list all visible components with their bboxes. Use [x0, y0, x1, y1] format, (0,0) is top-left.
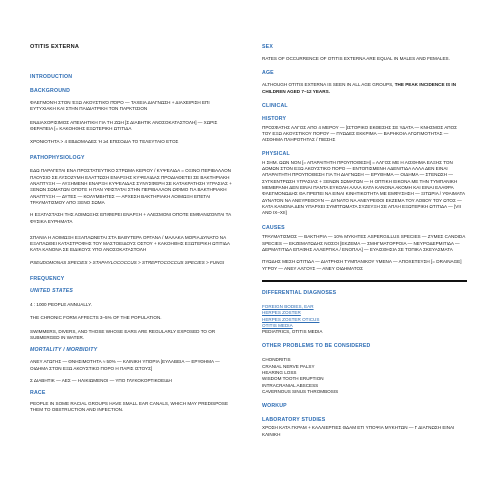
- heading-workup: WORKUP: [262, 403, 287, 410]
- differential-link-foreign-bodies[interactable]: FOREIGN BODIES, EAR: [262, 303, 314, 309]
- page-title: OTITIS EXTERNA: [30, 44, 80, 50]
- frequency-paragraph-2: THE CHRONIC FORM AFFECTS 3–5% OF THE POPULATION.: [30, 315, 162, 321]
- heading-pathophysiology: PATHOPHYSIOLOGY: [30, 155, 85, 162]
- frequency-paragraph-1: 4 : 1000 PEOPLE ANNUALLY.: [30, 302, 92, 308]
- age-text: ALTHOUGH OTITIS EXTERNA IS SEEN IN ALL AGE GROUPS,: [262, 82, 394, 88]
- background-paragraph-2: ΕΝΔΙΑΧΟΡΙΣΙΜΟΣ ΑΠΕΙΛΗΤΙΚΗ ΓΙΑ ΤΗ ΖΩΗ [Σ ΔΙΑΒΗΤΙΚ ΑΝΟΣΟΚΑΤΑΣΤΟΛΗ] — ΧΩΡΙΣ ΘΕΡΑΠΕΙΑ [= ΚΑΚΟΗΘΗΣ ΕΞΩΤΕΡΙΚΗ ΩΤΙΤΙΔΑ: [30, 119, 218, 131]
- other-problem-item: CHONDRITIS: [262, 357, 291, 363]
- age-paragraph: [262, 82, 467, 95]
- other-problems-list: [262, 357, 467, 395]
- background-paragraph-3: ΧΡΟΝΙΟΤΗΤΑ > 4 ΕΒΔΟΜΑΔΕΣ Ή ≥4 ΕΠΙΣΟΔΙΑ ΤΟ ΤΕΛΕΥΤΑΙΟ ΕΤΟΣ: [30, 139, 179, 145]
- heading-other-problems: OTHER PROBLEMS TO BE CONSIDERED: [262, 343, 371, 350]
- causes-paragraph-1: ΤΡΑΥΜΑΤΙΣΜΟΣ — ΒΑΚΤΗΡΙΑ — 10% ΜΥΚΗΤΕΣ ASPERGILLUS SPECIES — ΖΥΜΕΣ CANDIDA SPECIES — ΕΚΖΕΜΑΤΩΔΗΣ ΝΟΣΟΙ [ΕΚΖΕΜΑ — ΣΜΗΓΜΑΤΟΡΡΟΙΑ — ΝΕΥΡΟΔΕΡΜΙΤΙΔΑ — ΔΕΡΜΑΤΙΤΙΔΑ ΕΠΑΦΗΣ ΑΛΛΕΡΓΙΚΑ / ΕΝΟΠΛΑ] — ΕΥΑΙΣΘΗΣΙΑ ΣΕ ΤΟΠΙΚΑ ΣΚΕΥΑΣΜΑΤΑ: [262, 234, 466, 253]
- heading-united-states: UNITED STATES: [30, 288, 74, 295]
- causes-paragraph-2: ΠΥΩΔΗΣ ΜΕΣΗ ΩΤΙΤΙΔΑ — ΔΙΑΤΡΗΣΗ ΤΥΜΠΑΝΙΚΟΥ ΥΜΕΝΑ — ΑΠΟΧΕΤΕΥΣΗ [= DRAINAGE] ΥΓΡΟΥ — ΑΝΕΥ ΑΛΓΟΥΣ — ΑΝΕΥ ΟΙΔΗΜΑΤΟΣ: [262, 259, 462, 271]
- mortality-paragraph-1: ΑΝΕΥ ΑΓΩΓΗΣ — ΘΝΗΣΙΜΟΤΗΤΑ ≈ 50% — ΚΛΙΝΙΚΗ ΥΠΟΡΙΑ [ΕΥΛΑΒΕΙΑ — ΕΡΥΘΗΜΑ — ΟΙΔΗΜΑ ΣΤΟΝ ΕΞΩ ΑΚΟΥΣΤΙΚΟ ΠΟΡΟ Η ΠΑΡΙΣ ΙΣΤΟΥΣ]: [30, 359, 220, 371]
- differential-item-pediatrics-otitis-media: PEDIATRICS, OTITIS MEDIA: [262, 329, 323, 335]
- other-problem-item: CRANIAL NERVE PALSY: [262, 363, 315, 369]
- differential-link-otitis-media[interactable]: OTITIS MEDIA: [262, 322, 293, 328]
- heading-mortality: MORTALITY / MORBIDITY: [30, 347, 98, 354]
- differential-links-list: [262, 304, 467, 329]
- differential-link-herpes-zoster[interactable]: HERPES ZOSTER: [262, 310, 301, 316]
- other-problem-item: WISDOM TOOTH ERUPTION: [262, 376, 324, 382]
- differential-link-herpes-zoster-oticus[interactable]: HERPES ZOSTER OTICUS: [262, 316, 320, 322]
- age-peak-incidence: THE PEAK INCIDENCE IS IN CHILDREN AGED 7–12 YEARS.: [262, 82, 457, 94]
- laboratory-paragraph: ΧΡΟΣΗ ΚΑΤΑ ΓΚΡΑΜ + ΚΑΛΛΙΕΡΓΙΕΣ ΘΔΑΜ ΕΤΙ ΥΠΟΨΙΑ ΜΥΚΗΤΩΝ — Γ ΔΙΑΓΝΩΣΗ ΕΙΝΑΙ ΚΛΙΝΙΚΗ: [262, 425, 455, 437]
- pathophysiology-paragraph-1: ΕΔΩ ΠΑΡΑΓΕΤΑΙ ΕΝΑ ΠΡΟΣΤΑΤΕΥΤΙΚΟ ΣΤΡΩΜΑ ΚΕΡΙΟΥ / ΚΥΨΕΛΙΔΑ = ΟΞΙΝΟ ΠΕΡΙΒΑΛΛΟΝ ΠΛΟΥΣΙΟ ΣΕ ΛΥΣΟΖΥΜΗ ΕΛΑΤΤΩΣΗ ΕΝΑΡΞΗΣ ΚΥΨΕΛΙΔΑΣ ΠΡΟΔΙΑΘΕΤΕΙ ΣΕ ΒΑΚΤΗΡΙΑΚΗ ΑΝΑΠΤΥΞΗ — ΑΥΞΗΜΕΝΗ ΕΝΑΡΞΗ ΚΥΨΕΛΙΔΑΣ ΣΥΝΥΣΦΕΡΗ ΣΕ ΚΑΤΑΚΡΑΤΗΣΗ ΥΓΡΑΣΙΑΣ + ΞΕΝΩΝ ΣΩΜΑΤΩΝ ΟΠΟΤΕ Η ΠΑΝ ΥΦΙΣΤΑΤΑΙ ΣΤΗΝ ΠΕΡΙΒΑΛΛΟΝ ΩΦΙΜΟ ΓΙΑ ΒΑΚΤΗΡΙΑΚΗ ΑΝΑΠΤΥΞΗ — ΔΥΤΕΣ — ΚΟΛΥΜΒΗΤΕΣ — ΑΡΧΕΣΗ ΒΑΚΤΗΡΙΑΚΗ ΛΟΙΜΩΞΗ ΕΠΕΤΑΙ ΤΡΑΥΜΑΤΙΣΜΟΥ ΑΠΟ ΞΕΝΟ ΣΩΜΑ: [30, 168, 232, 205]
- heading-causes: CAUSES: [262, 225, 285, 232]
- pathophysiology-organisms: PSEUDOMONAS SPECIES > STAPHYLOCOCCUS > STREPTOCOCCUS SPECIES > FUNGI: [30, 259, 225, 265]
- heading-background: BACKGROUND: [30, 88, 71, 94]
- pathophysiology-paragraph-2: Η ΕΞΑΤΑΣΤΑΣΗ ΤΗΣ ΛΟΙΜΩΞΗΣ ΕΠΙΦΕΡΕΙ ΕΝΑΡΞΗ + ΑΛΕΣΜΟΝΙ ΟΠΟΤΕ ΕΜΦΑΝΙΖΟΝΤΑΙ ΤΑ ΦΥΣΙΚΑ ΕΥΡΗΜΑΤΑ: [30, 212, 231, 224]
- other-problem-item: INTRACRANIAL ABSCESS: [262, 382, 319, 388]
- heading-frequency: FREQUENCY: [30, 276, 65, 283]
- other-problem-item: HEARING LOSS: [262, 370, 297, 376]
- pathophysiology-paragraph-3: ΣΠΑΝΙΑ Η ΛΟΙΜΩΞΗ ΕΞΑΠΛΩΝΕΤΑΙ ΣΤΑ ΒΑΘΥΤΕΡΑ ΟΡΓΑΝΑ / ΜΑΛΑΚΑ ΜΟΡΙΑ ΔΥΝΑΤΟ ΝΑ ΕΞΑΠΛΩΘΕΙ ΚΑΤΑΣΤΡΟΦΗΣ ΤΟΥ ΜΑΣΤΟΕΙΔΟΥΣ ΟΣΤΟΥ + ΚΑΚΟΗΘΗΣ ΕΞΩΤΕΡΙΚΗ ΩΤΙΤΙΔΑ ΚΑΤΑ ΚΑΝΟΝΑ ΣΕ ΕΙΔΙΚΟΥΣ ΥΠΟ ΑΝΟΣΟΚΑΤΑΣΤΟΛΗ: [30, 234, 230, 253]
- sex-paragraph: RATES OF OCCURRENCE OF OTITIS EXTERNA ARE EQUAL IN MALES AND FEMALES.: [262, 56, 450, 61]
- right-column: [262, 44, 467, 438]
- race-paragraph: PEOPLE IN SOME RACIAL GROUPS HAVE SMALL EAR CANALS, WHICH MAY PREDISPOSE THEM TO OBSTRUCTION AND INFECTION.: [30, 401, 229, 413]
- left-column: [30, 44, 235, 414]
- background-paragraph-1: ΦΛΕΓΜΟΝΉ ΣΤΟΝ ΈΞΩ ΑΚΟΥΣΤΙΚΌ ΠΌΡΟ — ΤΑΧΕΙΑ ΔΙΑΓΝΩΣΗ + ΔΙΑΧΕΙΡΙΣΗ ΕΠΙ ΕΥΤΥΧΙΑΚΗ ΚΑΙ ΣΤΗΝ ΠΑΙΔΙΑΤΡΙΚΗ ΤΟΝ ΠΑΡΚΤΙΣΙΟΝ: [30, 100, 210, 112]
- other-problem-item: CAVERNOUS SINUS THROMBOSIS: [262, 388, 339, 394]
- heading-laboratory-studies: LABORATORY STUDIES: [262, 417, 326, 424]
- history-paragraph: ΠΡΟΣΦΑΤΗΣ ΑΛΓΟΣ ΑΠΟ 4 ΜΕΡΟΥ — [ΙΣΤΟΡΙΚΟ ΕΚΘΕΣΗΣ ΣΕ ΥΔΑΤΑ — ΚΝΗΣΜΟΣ ΑΠΟΣ ΤΟΥ ΕΞΩ ΑΚΟΥΣΤΙΚΟΥ ΠΟΡΟΥ — ΠΥΩΔΕΣ ΕΚΚΡΙΜΑ — ΒΑΡΗΚΟΙΑ ΑΓΩΓΙΜΟΤΗΤΑΣ — ΑΙΣΘΗΜΑ ΠΛΗΡΟΤΗΤΑΣ / ΠΙΕΣΗΣ: [262, 124, 458, 143]
- physical-paragraph: Η ΣΗΜ. ΩΩΝ ΝΟΝ [= ΑΠΑΡΑΙΤΗΤΗ ΠΡΟΥΠΟΘΕΣΗ] = ΑΛΓΟΣ ΜΕ Η ΑΙΣΘΗΜΑ ΕΛΞΗΣ ΤΟΝ ΔΟΜΩΝ ΣΤΟΝ ΕΞΩ ΑΚΟΥΣΤΙΚΟ ΠΟΡΟ — ΕΝΤΟΠΙΣΜΕΝΗ ΑΔΕΝΙΤΙΔΑ ΑΛΛΑ ΔΕΝ ΕΙΝΑΙ ΑΠΑΡΑΙΤΗΤΗ ΠΡΟΥΠΟΘΕΣΗ ΓΙΑ ΤΗ ΔΙΑΓΝΩΣΗ — ΕΡΥΘΗΜΑ — ΟΙΔΗΜΑ — ΣΤΕΝΩΣΗ — ΣΥΓΚΕΝΤΡΩΣΗ ΥΓΡΑΣΙΑΣ + ΞΕΝΩΝ ΣΩΜΑΤΩΝ — Η ΟΠΤΙΚΗ ΕΙΚΟΝΑ ΜΕ ΤΗΝ ΤΥΜΠΑΝΙΚΗ ΜΕΜΒΡΑΝΗ ΔΕΝ ΕΙΝΑΙ ΠΑΝΤΑ ΕΥΚΟΛΗ ΑΛΛΑ ΚΑΤΑ ΚΑΝΟΝΑ ΑΚΟΜΗ ΚΑΙ ΕΙΝΑΙ ΕΛΑΦΡΑ ΦΛΕΓΜΟΝΩΔΗΣ ΘΑ ΠΡΕΠΕΙ ΝΑ ΕΙΝΑΙ ΚΙΝΗΤΙΚΟΤΗΤΑ ΜΕ ΕΜΦΥΣΗΣΗ — ΞΙΤΩΡΙΑ / ΥΦΑΙΜΑΤΑ ΔΥΝΑΤΟΝ ΝΑ ΑΝΕΥΡΕΘΟΥΝ — ΔΥΝΑΤΟ ΝΑ ΑΝΕΥΡΕΘΟΙ ΕΚΖΕΜΑ ΤΟΥ ΛΟΒΟΥ ΤΟΥ ΩΤΟΣ — ΚΑΤΑ ΚΑΝΟΝΑ ΔΕΝ ΥΠΑΡΧΕΙ ΣΥΜΠΤΩΜΑΤΑ ΣΥΖΕΥΞΗ ΣΕ ΑΠΛΗ ΕΞΩΤΕΡΙΚΗ ΩΤΙΤΙΔΑ — [VII AND IX–XII]: [262, 159, 465, 216]
- heading-clinical: CLINICAL: [262, 102, 288, 109]
- differential-plain-list: [262, 329, 467, 335]
- heading-differential-diagnoses: DIFFERENTIAL DIAGNOSES: [262, 289, 337, 296]
- heading-history: HISTORY: [262, 115, 287, 122]
- heading-physical: PHYSICAL: [262, 150, 290, 157]
- mortality-paragraph-2: Σ ΔΙΑΒΗΤΙΚ — ΑΕΣ — ΗΛΙΚΙΩΜΕΝΟΙ — ΥΠΟ ΓΛΥΚΟΚΟΡΤΙΚΟΕΙΔΗ: [30, 377, 172, 383]
- heading-sex: SEX: [262, 44, 273, 50]
- heading-race: RACE: [30, 390, 46, 397]
- heading-age: AGE: [262, 70, 274, 77]
- frequency-paragraph-3: SWIMMERS, DIVERS, AND THOSE WHOSE EARS ARE REGULARLY EXPOSED TO OR SUBMERGED IN WATER.: [30, 328, 216, 340]
- section-divider: [262, 280, 467, 282]
- heading-introduction: INTRODUCTION: [30, 74, 73, 80]
